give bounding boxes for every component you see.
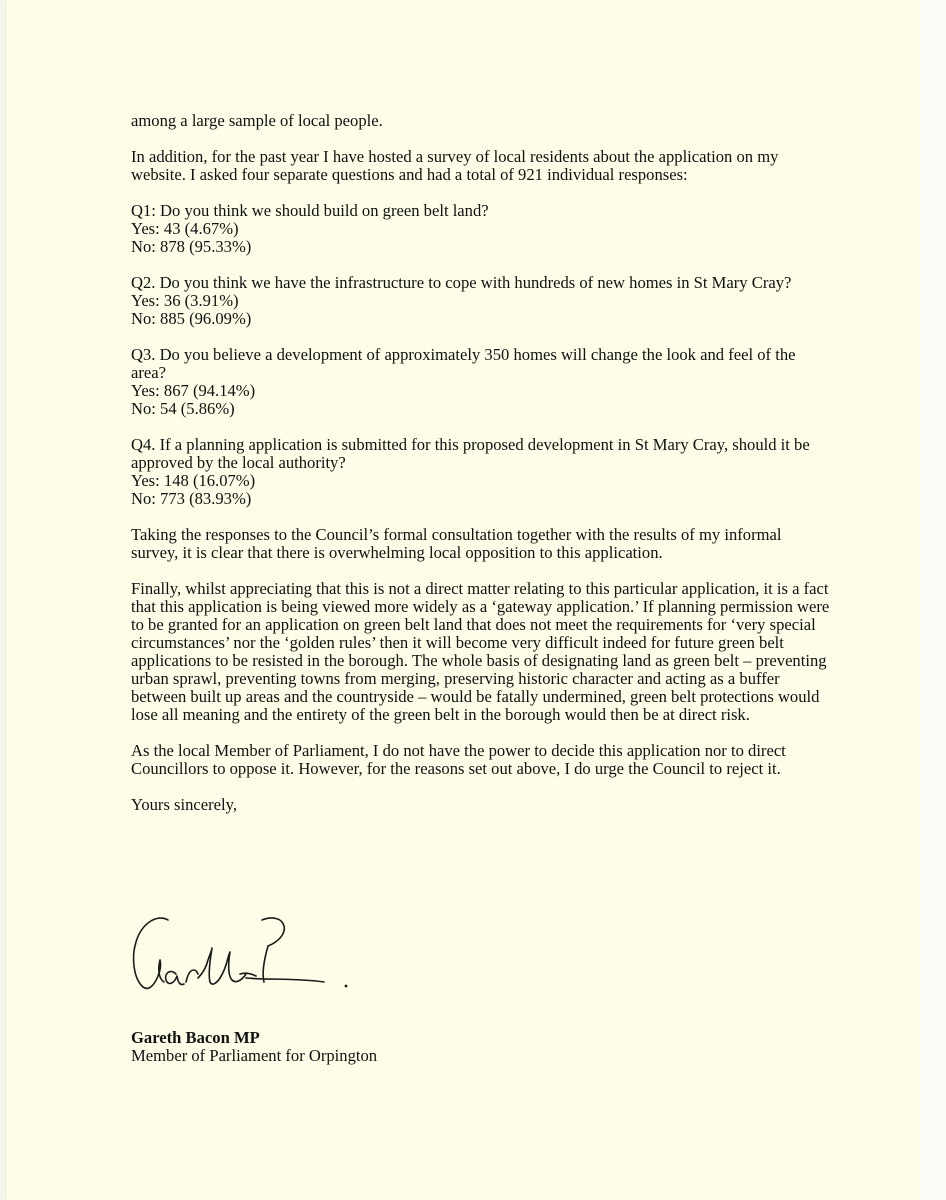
signatory-title: Member of Parliament for Orpington xyxy=(131,1046,378,1065)
conclusion-paragraph: Taking the responses to the Council’s formal consultation together with the results of my informal survey, it is clear that there is overwhelming local opposition to this application. xyxy=(131,525,782,562)
yes-result: Yes: 148 (16.07%) xyxy=(131,471,256,490)
yes-result: Yes: 867 (94.14%) xyxy=(131,381,256,400)
survey-question-2 xyxy=(131,274,831,328)
no-result: No: 878 (95.33%) xyxy=(131,237,252,256)
handwritten-signature xyxy=(128,908,358,998)
question-text: Q2. Do you think we have the infrastructure to cope with hundreds of new homes in St Mary Cray? xyxy=(131,273,792,292)
survey-question-1 xyxy=(131,202,831,256)
gateway-paragraph: Finally, whilst appreciating that this is not a direct matter relating to this particular application, it is a fact that this application is being viewed more widely as a ‘gateway application.’ If planning permission were to be granted for an application on green belt land that does not meet the requirements for ‘very special circumstances’ nor the ‘golden rules’ then it will become very difficult indeed for future green belt applications to be resisted in the borough. The whole basis of designating land as green belt – preventing urban sprawl, preventing towns from merging, preserving historic character and acting as a buffer between built up areas and the countryside – would be fatally undermined, green belt protections would lose all meaning and the entirety of the green belt in the borough would then be at direct risk. xyxy=(131,579,830,724)
yes-result: Yes: 43 (4.67%) xyxy=(131,219,239,238)
question-text: Q1: Do you think we should build on green belt land? xyxy=(131,201,489,220)
no-result: No: 773 (83.93%) xyxy=(131,489,252,508)
intro-fragment: among a large sample of local people. xyxy=(131,111,383,130)
closing-paragraph: As the local Member of Parliament, I do not have the power to decide this application nor to direct Councillors to oppose it. However, for the reasons set out above, I do urge the Council to reject it. xyxy=(131,741,786,778)
sign-off: Yours sincerely, xyxy=(131,795,238,814)
survey-question-4 xyxy=(131,436,831,508)
survey-question-3 xyxy=(131,346,831,418)
signatory-name: Gareth Bacon MP xyxy=(131,1028,260,1047)
survey-intro: In addition, for the past year I have hosted a survey of local residents about the application on my website. I asked four separate questions and had a total of 921 individual responses: xyxy=(131,147,779,184)
question-text: Q4. If a planning application is submitted for this proposed development in St Mary Cray, should it be approved by the local authority? xyxy=(131,435,810,472)
no-result: No: 54 (5.86%) xyxy=(131,399,235,418)
letter-body xyxy=(131,112,831,832)
no-result: No: 885 (96.09%) xyxy=(131,309,252,328)
yes-result: Yes: 36 (3.91%) xyxy=(131,291,239,310)
viewer-gutter xyxy=(920,0,946,1200)
question-text: Q3. Do you believe a development of approximately 350 homes will change the look and feel of the area? xyxy=(131,345,796,382)
